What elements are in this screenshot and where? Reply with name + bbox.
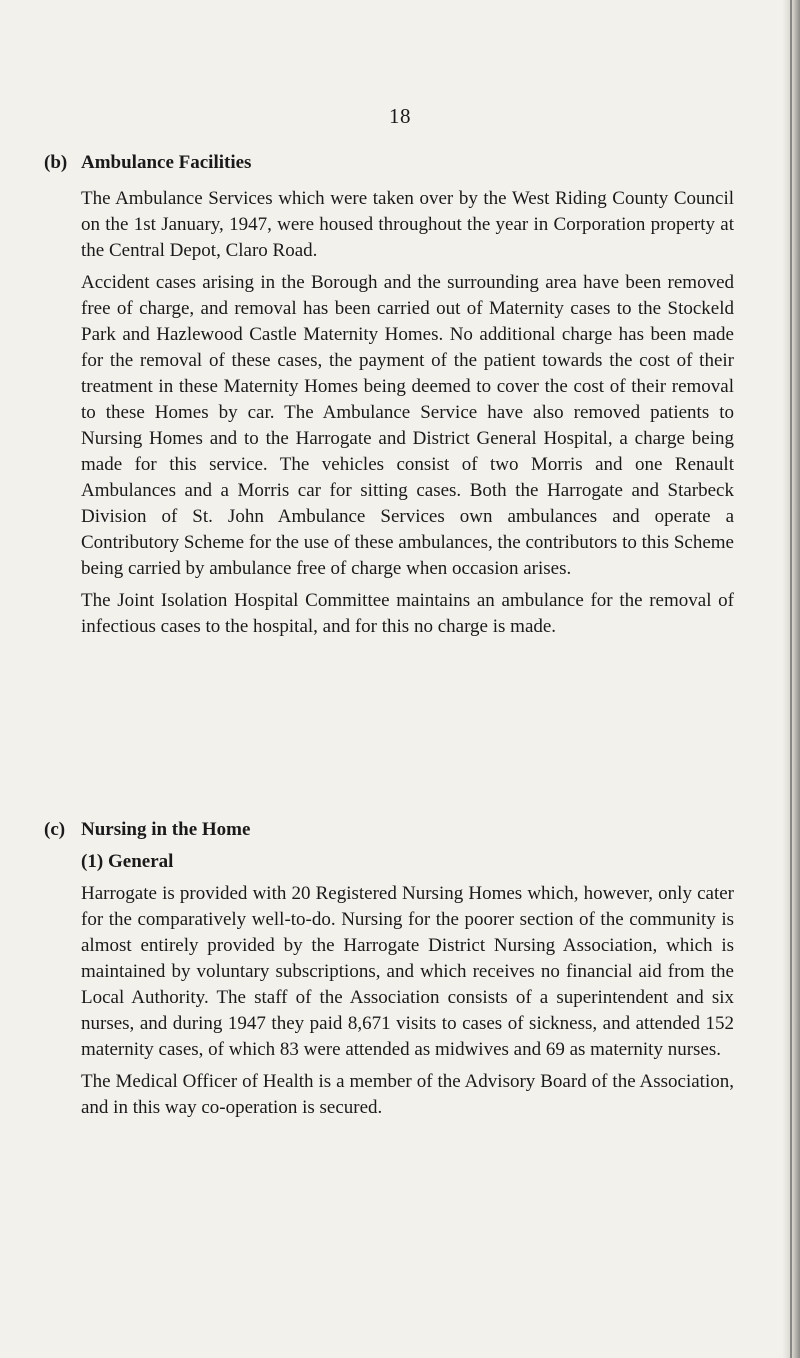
subsection-heading	[81, 849, 734, 875]
section-heading	[44, 817, 734, 843]
paragraph: Accident cases arising in the Borough and the surrounding area have been removed free of charge, and removal has been carried out of Maternity cases to the Stockeld Park and Hazlewood Castle Maternity Homes. No additional charge has been made for the removal of these cases, the payment of the patient towards the cost of their treatment in these Maternity Homes being deemed to cover the cost of their removal to these Homes by car. The Ambulance Service have also removed patients to Nursing Homes and to the Harrogate and District General Hospital, a charge being made for this service. The vehicles consist of two Morris and one Renault Ambulances and a Morris car for sitting cases. Both the Harrogate and Starbeck Division of St. John Ambulance Services own ambulances and operate a Contributory Scheme for the use of these ambulances, the contributors to this Scheme being carried by ambulance free of charge when occasion arises.	[81, 272, 734, 579]
page-number: 18	[389, 104, 411, 128]
paragraph: The Joint Isolation Hospital Committee maintains an ambulance for the removal of infectious cases to the hospital, and for this no charge is made.	[81, 590, 734, 637]
section-title: Nursing in the Home	[81, 819, 251, 840]
paragraph: Harrogate is provided with 20 Registered Nursing Homes which, however, only cater for the comparatively well-to-do. Nursing for the poorer section of the community is almost entirely provided by the Harrogate District Nursing Association, which is maintained by voluntary subscriptions, and which receives no financial aid from the Local Authority. The staff of the Association consists of a superintendent and six nurses, and during 1947 they paid 8,671 visits to cases of sickness, and attended 152 maternity cases, of which 83 were attended as midwives and 69 as maternity nurses.	[81, 883, 734, 1060]
page-edge-shadow	[782, 0, 800, 1358]
section-label: (c)	[44, 819, 66, 840]
section-heading	[44, 150, 734, 176]
section-ambulance-facilities	[44, 150, 734, 640]
subsection-label: (1)	[81, 851, 104, 872]
section-label: (b)	[44, 152, 68, 173]
paragraph: The Ambulance Services which were taken over by the West Riding County Council on the 1st January, 1947, were housed throughout the year in Corporation property at the Central Depot, Claro Road.	[81, 188, 734, 261]
subsection-title: General	[108, 851, 174, 872]
paragraph: The Medical Officer of Health is a member of the Advisory Board of the Association, and in this way co-operation is secured.	[81, 1071, 734, 1118]
section-nursing-in-the-home	[44, 817, 734, 1121]
section-title: Ambulance Facilities	[81, 152, 252, 173]
